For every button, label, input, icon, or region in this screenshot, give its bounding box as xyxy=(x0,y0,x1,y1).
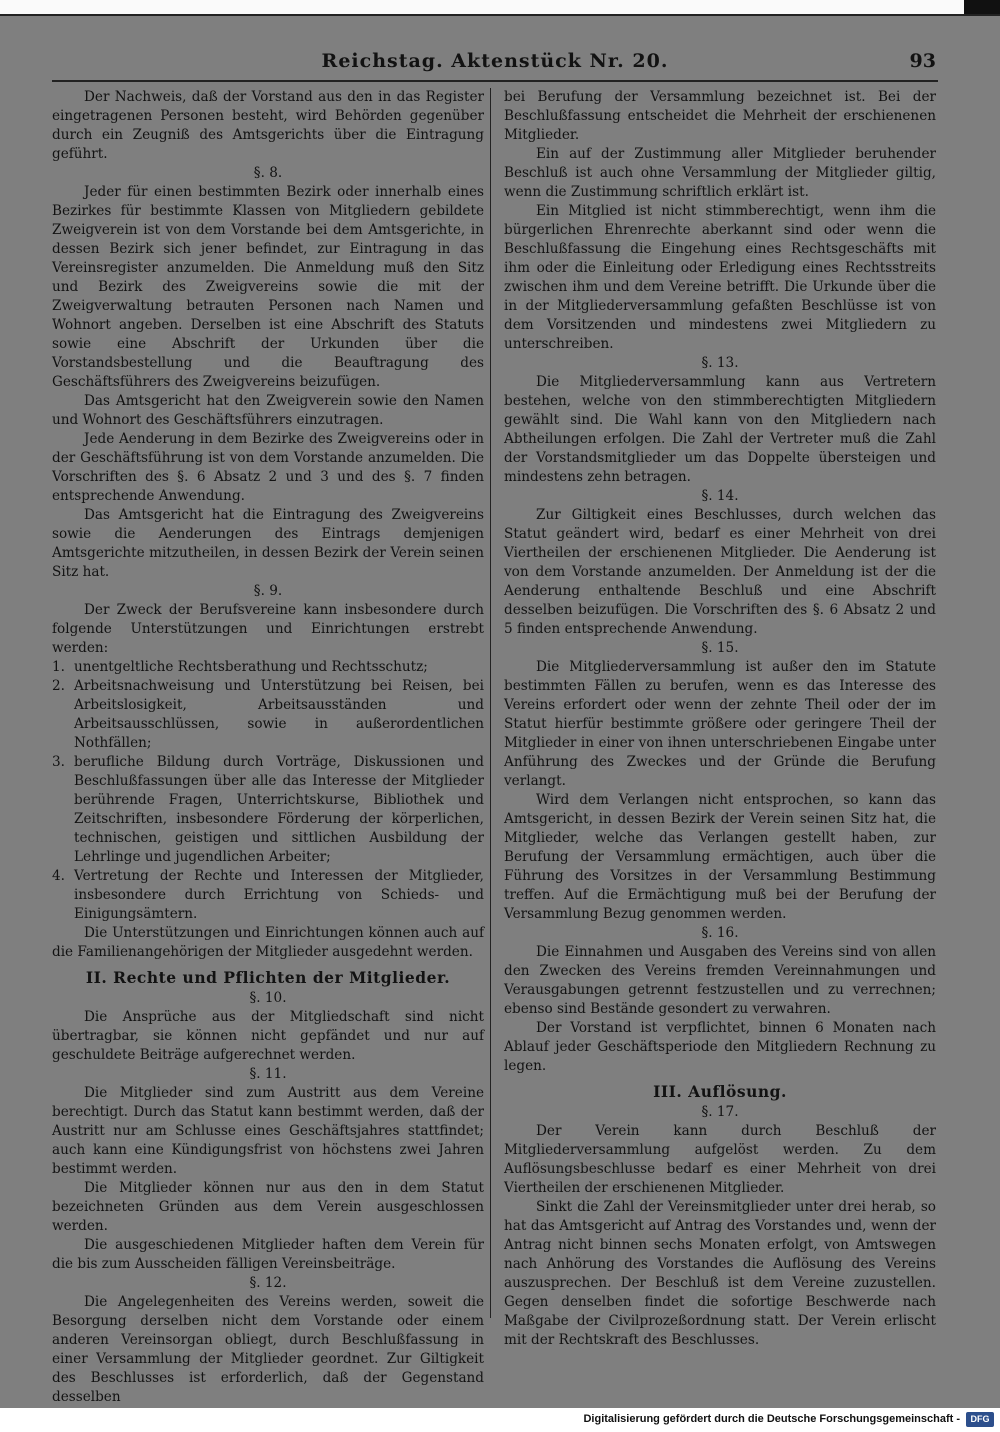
paragraph: Die Mitgliederversammlung ist außer den im Statute bestimmten Fällen zu berufen, wenn es das Interesse des Vereins erfordert oder wenn der zehnte Theil oder der im Statut hierfür bestimmte größere oder geringere Theil der Mitglieder in einer von ihnen unterschriebenen Eingabe unter Anführung des Zweckes und der Gründe die Berufung verlangt. xyxy=(504,659,936,789)
list-text: berufliche Bildung durch Vorträge, Diskussionen und Beschlußfassungen über alle das Interesse der Mitglieder berührende Fragen, Unterrichtskurse, Bibliothek und Zeitschriften, insbesondere Förderung der körperlichen, technischen, geistigen und sittlichen Ausbildung der Lehrlinge und jugendlichen Arbeiter; xyxy=(74,754,484,865)
list-text: Vertretung der Rechte und Interessen der Mitglieder, insbesondere durch Errichtung von Schieds- und Einigungsämtern. xyxy=(74,868,484,922)
section-number-12: §. 12. xyxy=(249,1275,287,1291)
page-header xyxy=(52,46,938,82)
list-item xyxy=(52,658,484,677)
paragraph: Die Einnahmen und Ausgaben des Vereins sind von allen den Zwecken des Vereins fremden Vereinnahmungen und Verausgabungen getrennt festzustellen und zu verrechnen; ebenso sind Bestände gesondert zu verwahren. xyxy=(504,944,936,1017)
list-number: 2. xyxy=(52,678,65,694)
list-number: 1. xyxy=(52,659,65,675)
paragraph: Sinkt die Zahl der Vereinsmitglieder unter drei herab, so hat das Amtsgericht auf Antrag des Vorstandes und, wenn der Antrag nicht binnen sechs Monaten erfolgt, von Amtswegen nach Anhörung des Vorstandes die Auflösung des Vereins auszusprechen. Der Beschluß ist dem Vereine zuzustellen. Gegen denselben findet die sofortige Beschwerde nach Maßgabe der Civilprozeßordnung statt. Der Verein erlischt mit der Rechtskraft des Beschlusses. xyxy=(504,1199,936,1348)
paragraph: bei Berufung der Versammlung bezeichnet ist. Bei der Beschlußfassung entscheidet die Mehrheit der erschienenen Mitglieder. xyxy=(504,89,936,143)
paragraph: Wird dem Verlangen nicht entsprochen, so kann das Amtsgericht, in dessen Bezirk der Verein seinen Sitz hat, die Mitglieder, welche das Verlangen gestellt haben, zur Berufung der Versammlung ermächtigen, auch über die Führung des Vorsitzes in der Versammlung Bestimmung treffen. Auf die Ermächtigung muß bei der Berufung der Versammlung Bezug genommen werden. xyxy=(504,792,936,922)
paragraph: Jeder für einen bestimmten Bezirk oder innerhalb eines Bezirkes für bestimmte Klassen von Mitgliedern gebildete Zweigverein ist von dem Vorstande bei dem Amtsgerichte, in dessen Bezirk sich jener befindet, zur Eintragung in das Vereinsregister anzumelden. Die Anmeldung muß den Sitz und Bezirk des Zweigvereins sowie die mit der Zweigverwaltung betrauten Personen nach Namen und Wohnort angeben. Derselben ist eine Abschrift des Statuts sowie eine Abschrift der Urkunden über die Vorstandsbestellung und die Beauftragung des Geschäftsführers des Zweigvereins beizufügen. xyxy=(52,184,484,390)
column-divider xyxy=(490,88,491,1318)
section-number-11: §. 11. xyxy=(249,1066,287,1082)
page-number: 93 xyxy=(909,50,936,72)
section-number-14: §. 14. xyxy=(701,488,739,504)
paragraph: Der Verein kann durch Beschluß der Mitgliederversammlung aufgelöst werden. Zu dem Auflösungsbeschlusse bedarf es einer Mehrheit von drei Viertheilen der erschienenen Mitglieder. xyxy=(504,1123,936,1196)
right-column xyxy=(504,88,936,1350)
paragraph: Die Ansprüche aus der Mitgliedschaft sind nicht übertragbar, sie können nicht gepfändet und nur auf geschuldete Beiträge aufgerechnet werden. xyxy=(52,1009,484,1063)
list-text: unentgeltliche Rechtsberathung und Rechtsschutz; xyxy=(74,659,428,675)
paragraph: Die Mitglieder können nur aus den in dem Statut bezeichneten Gründen aus dem Verein ausgeschlossen werden. xyxy=(52,1180,484,1234)
list-number: 3. xyxy=(52,754,65,770)
chapter-heading-3: III. Auflösung. xyxy=(653,1082,787,1101)
list-number: 4. xyxy=(52,868,65,884)
section-number-9: §. 9. xyxy=(253,583,283,599)
purpose-list xyxy=(52,658,484,924)
paragraph: Die Angelegenheiten des Vereins werden, soweit die Besorgung derselben nicht dem Vorstande oder einem anderen Vereinsorgan obliegt, durch Beschlußfassung in einer Versammlung der Mitglieder geordnet. Zur Giltigkeit des Beschlusses ist erforderlich, daß der Gegenstand desselben xyxy=(52,1294,484,1405)
section-number-8: §. 8. xyxy=(253,165,283,181)
digitization-footer xyxy=(0,1408,1000,1432)
left-column xyxy=(52,88,484,1407)
paragraph: Die Mitgliederversammlung kann aus Vertretern bestehen, welche von den stimmberechtigten Mitgliedern gewählt sind. Die Wahl kann von den Mitgliedern nach Abtheilungen erfolgen. Die Zahl der Vertreter muß die Zahl der Vorstandsmitglieder um das Doppelte übersteigen und mindestens zehn betragen. xyxy=(504,374,936,485)
section-number-10: §. 10. xyxy=(249,990,287,1006)
list-item xyxy=(52,867,484,924)
section-number-16: §. 16. xyxy=(701,925,739,941)
chapter-heading-2: II. Rechte und Pflichten der Mitglieder. xyxy=(85,968,451,987)
paragraph: Der Zweck der Berufsvereine kann insbesondere durch folgende Unterstützungen und Einrichtungen erstrebt werden: xyxy=(52,602,484,656)
paragraph: Ein auf der Zustimmung aller Mitglieder beruhender Beschluß ist auch ohne Versammlung der Mitglieder giltig, wenn die Zustimmung schriftlich erklärt ist. xyxy=(504,146,936,200)
list-item xyxy=(52,753,484,867)
paragraph: Die Unterstützungen und Einrichtungen können auch auf die Familienangehörigen der Mitglieder ausgedehnt werden. xyxy=(52,925,484,960)
paragraph: Jede Aenderung in dem Bezirke des Zweigvereins oder in der Geschäftsführung ist von dem Vorstande anzumelden. Die Vorschriften des §. 6 Absatz 2 und 3 und des §. 7 finden entsprechende Anwendung. xyxy=(52,431,484,504)
paragraph: Der Vorstand ist verpflichtet, binnen 6 Monaten nach Ablauf jeder Geschäftsperiode den Mitgliedern Rechnung zu legen. xyxy=(504,1020,936,1074)
running-title: Reichstag. Aktenstück Nr. 20. xyxy=(321,50,669,72)
paragraph: Ein Mitglied ist nicht stimmberechtigt, wenn ihm die bürgerlichen Ehrenrechte aberkannt sind oder wenn die Beschlußfassung die Eingehung eines Rechtsgeschäfts mit ihm oder die Einleitung oder Erledigung eines Rechtsstreits zwischen ihm und dem Vereine betrifft. Die Urkunde über die in der Mitgliederversammlung gefaßten Beschlüsse ist von dem Vorsitzenden und mindestens zwei Mitgliedern zu unterschreiben. xyxy=(504,203,936,352)
scan-edge-mark xyxy=(964,0,1000,14)
paragraph: Der Nachweis, daß der Vorstand aus den in das Register eingetragenen Personen besteht, wird Behörden gegenüber durch ein Zeugniß des Amtsgerichts über die Eintragung geführt. xyxy=(52,89,484,162)
paragraph: Die ausgeschiedenen Mitglieder haften dem Verein für die bis zum Ausscheiden fälligen Vereinsbeiträge. xyxy=(52,1237,484,1272)
list-text: Arbeitsnachweisung und Unterstützung bei Reisen, bei Arbeitslosigkeit, Arbeitsausständen und Arbeitsausschlüssen, sowie in außerordentlichen Nothfällen; xyxy=(74,678,484,751)
paragraph: Zur Giltigkeit eines Beschlusses, durch welchen das Statut geändert wird, bedarf es einer Mehrheit von drei Viertheilen der erschienenen Mitglieder. Die Aenderung ist von dem Vorstande anzumelden. Der Anmeldung ist der die Aenderung enthaltende Beschluß und eine Abschrift desselben beizufügen. Die Vorschriften des §. 6 Absatz 2 und 5 finden entsprechende Anwendung. xyxy=(504,507,936,637)
header-rule xyxy=(52,80,938,82)
section-number-17: §. 17. xyxy=(701,1104,739,1120)
list-item xyxy=(52,677,484,753)
section-number-13: §. 13. xyxy=(701,355,739,371)
paragraph: Das Amtsgericht hat die Eintragung des Zweigvereins sowie die Aenderungen des Eintrags demjenigen Amtsgerichte mitzutheilen, in dessen Bezirk der Verein seinen Sitz hat. xyxy=(52,507,484,580)
scan-top-strip xyxy=(0,0,1000,16)
dfg-logo: DFG xyxy=(966,1412,994,1427)
paragraph: Die Mitglieder sind zum Austritt aus dem Vereine berechtigt. Durch das Statut kann bestimmt werden, daß der Austritt nur am Schlusse eines Geschäftsjahres stattfindet; auch kann eine Kündigungsfrist von höchstens zwei Jahren bestimmt werden. xyxy=(52,1085,484,1177)
paragraph: Das Amtsgericht hat den Zweigverein sowie den Namen und Wohnort des Geschäftsführers einzutragen. xyxy=(52,393,484,428)
funding-credit: Digitalisierung gefördert durch die Deutsche Forschungsgemeinschaft - xyxy=(583,1413,960,1425)
section-number-15: §. 15. xyxy=(701,640,739,656)
